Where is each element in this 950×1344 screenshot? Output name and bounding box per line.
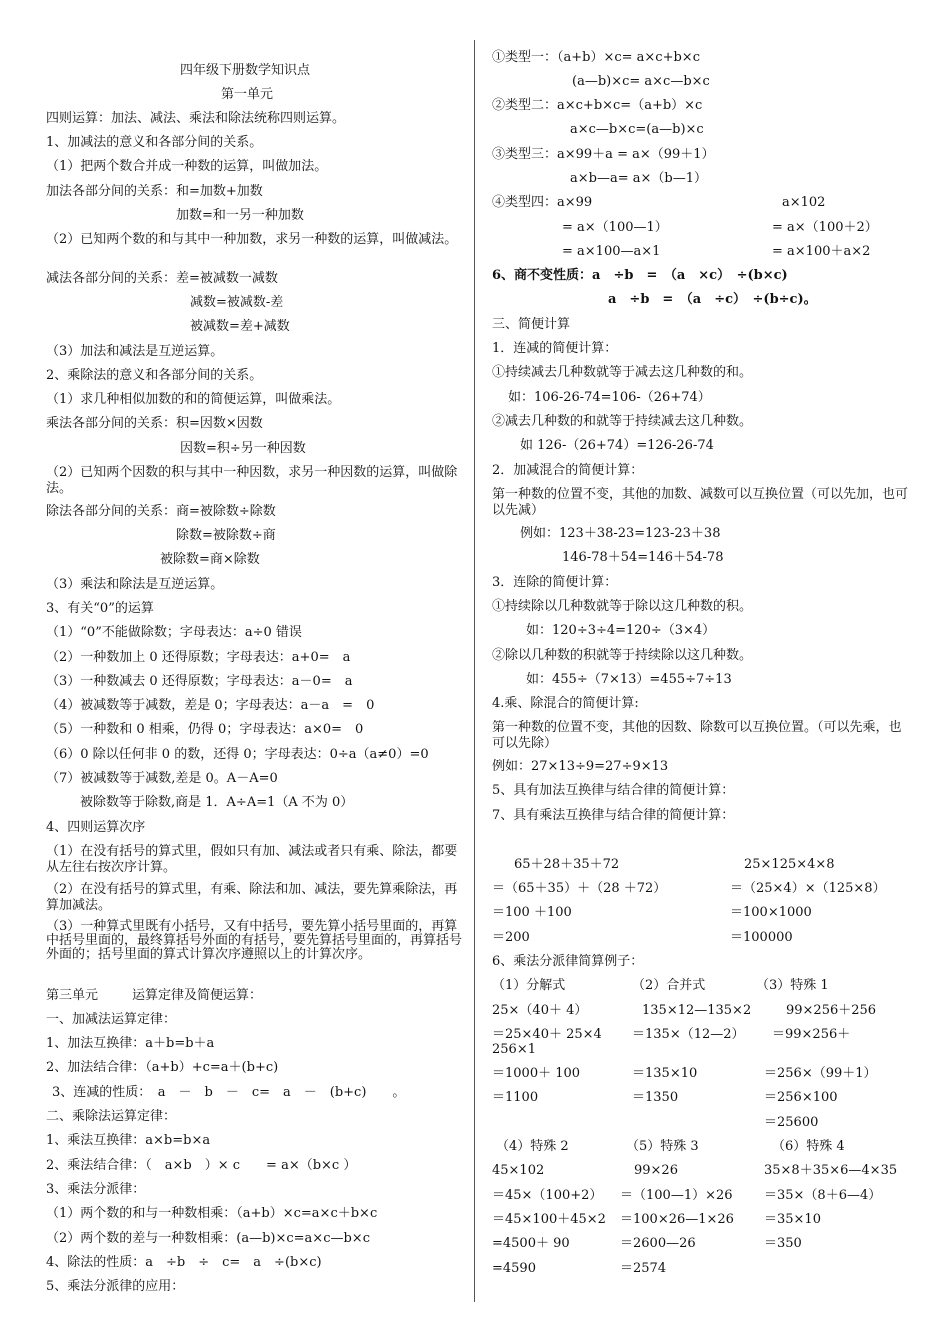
text-line: 4、除法的性质：a ÷b ÷ c= a ÷(b×c): [46, 1255, 322, 1270]
example-line: ＝256×（99＋1）: [764, 1066, 877, 1081]
text-line: （5）一种数和 0 相乘，仍得 0；字母表达：a×0= 0: [46, 722, 364, 737]
text-paragraph: 第一种数的位置不变，其他的加数、减数可以互换位置（可以先加，也可以先减）: [492, 487, 909, 518]
example-line: ＝1000＋ 100: [492, 1066, 581, 1081]
example-line: ＝100×1000: [730, 905, 812, 920]
text-line: ②除以几种数的积就等于持续除以这几种数。: [492, 648, 753, 663]
text-line: （1）两个数的和与一种数相乘：（a+b）×c=a×c＋b×c: [46, 1206, 378, 1221]
formula-line: ④类型四：a×99: [492, 195, 593, 210]
example-line: 25×125×4×8: [744, 857, 835, 872]
section-heading: 1、加减法的意义和各部分间的关系。: [46, 135, 263, 150]
example-heading: （6）特殊 4: [772, 1139, 845, 1154]
text-line: 减法各部分间的关系：差=被减数一减数: [46, 271, 278, 286]
text-line: 被除数等于除数,商是 1．A÷A=1（A 不为 0）: [80, 795, 354, 810]
text-line: ①持续除以几种数就等于除以这几种数的积。: [492, 599, 753, 614]
example-line: ＝256×100: [764, 1090, 838, 1105]
example-line: ＝45×100＋45×2: [492, 1212, 606, 1227]
example-line: ＝45×（100+2）: [492, 1188, 603, 1203]
text-line: 如：455÷（7×13）=455÷7÷13: [526, 672, 732, 687]
example-line: ＝35×（8＋6—4）: [764, 1188, 882, 1203]
text-line: 加法各部分间的关系：和=加数+加数: [46, 184, 263, 199]
example-line: ＝135×10: [632, 1066, 698, 1081]
example-line: 99×26: [634, 1163, 678, 1178]
text-line: 2、乘法结合律：（ a×b ）× c = a×（b×c ）: [46, 1158, 357, 1173]
example-line: 65＋28＋35＋72: [514, 857, 620, 872]
formula-line: 减数=被减数-差: [190, 295, 284, 310]
text-line: （3）乘法和除法是互逆运算。: [46, 577, 224, 592]
document-title: 四年级下册数学知识点: [180, 63, 311, 78]
text-paragraph: 第一种数的位置不变，其他的因数、除数可以互换位置。（可以先乘，也可以先除）: [492, 720, 902, 751]
example-line: 135×12—135×2: [642, 1003, 752, 1018]
text-line: ①持续减去几种数就等于减去这几种数的和。: [492, 365, 753, 380]
example-heading: （1）分解式: [492, 978, 566, 993]
section-heading: 7、具有乘法互换律与结合律的简便计算：: [492, 808, 735, 823]
section-heading: 3．连除的简便计算：: [492, 575, 618, 590]
section-heading: 4、四则运算次序: [46, 820, 146, 835]
example-line: ＝99×256＋: [772, 1027, 851, 1042]
text-line: 146-78＋54=146＋54-78: [562, 550, 724, 565]
text-line: （7）被减数等于减数,差是 0。A－A=0: [46, 771, 278, 786]
example-heading: （3）特殊 1: [756, 978, 829, 993]
unit-heading: 第三单元: [46, 988, 99, 1003]
example-line: ＝1100: [492, 1090, 539, 1105]
formula-line: a×102: [782, 195, 826, 210]
text-line: 如 126-（26+74）=126-26-74: [520, 438, 714, 453]
example-line: ＝2600—26: [620, 1236, 696, 1251]
example-line: ＝35×10: [764, 1212, 821, 1227]
example-heading: （4）特殊 2: [496, 1139, 569, 1154]
example-line: ＝（25×4）×（125×8）: [730, 881, 886, 896]
text-line: 如：106-26-74=106-（26+74）: [508, 390, 711, 405]
section-heading: 2．加减混合的简便计算：: [492, 463, 644, 478]
section-heading: 5、具有加法互换律与结合律的简便计算：: [492, 783, 735, 798]
text-line: （1）“0”不能做除数；字母表达：a÷0 错误: [46, 625, 302, 640]
formula-line: ②类型二：a×c+b×c=（a+b）×c: [492, 98, 703, 113]
example-line: 45×102: [492, 1163, 545, 1178]
example-line: ＝350: [764, 1236, 802, 1251]
column-divider: [474, 40, 475, 1302]
text-line: （4）被减数等于减数，差是 0；字母表达：a－a = 0: [46, 698, 375, 713]
example-line: ＝100000: [730, 930, 793, 945]
formula-line: a ÷b = （a ÷c） ÷(b÷c)。: [608, 292, 817, 307]
example-line: 99×256＋256: [786, 1003, 877, 1018]
example-line: ＝135×（12—2）: [632, 1027, 745, 1042]
text-line: 5、乘法分派律的应用：: [46, 1279, 185, 1294]
section-heading: 4.乘、除混合的简便计算:: [492, 696, 639, 711]
example-line: ＝（100—1）×26: [620, 1188, 733, 1203]
example-line: ＝（65＋35）＋（28 ＋72）: [492, 881, 667, 896]
formula-line: 加数=和一另一种加数: [176, 208, 304, 223]
text-line: （2）一种数加上 0 还得原数；字母表达：a+0= a: [46, 650, 351, 665]
text-paragraph: （1）在没有括号的算式里，假如只有加、减法或者只有乘、除法，都要从左往右按次序计算。: [46, 844, 458, 875]
text-line: 四则运算：加法、减法、乘法和除法统称四则运算。: [46, 111, 346, 126]
text-line: 例如：27×13÷9=27÷9×13: [492, 759, 669, 774]
example-line: ＝1350: [632, 1090, 679, 1105]
section-heading: 一、加减法运算定律：: [46, 1012, 177, 1027]
formula-line: 除数=被除数÷商: [176, 528, 276, 543]
formula-line: a×b—a= a×（b—1）: [570, 171, 707, 186]
text-paragraph: （2）已知两个数的和与其中一种加数，求另一种数的运算，叫做减法。: [46, 232, 458, 247]
text-line: （3）一种数减去 0 还得原数；字母表达：a－0= a: [46, 674, 353, 689]
example-line: ＝25×40＋ 25×4: [492, 1027, 602, 1042]
formula-line: = a×（100＋2）: [772, 220, 878, 235]
example-heading: （5）特殊 3: [626, 1139, 699, 1154]
text-line: （1）求几种相似加数的和的简便运算，叫做乘法。: [46, 392, 341, 407]
section-heading: 二、乘除法运算定律：: [46, 1109, 177, 1124]
formula-line: = a×100＋a×2: [772, 244, 871, 259]
section-heading: 6、乘法分派律简算例子：: [492, 954, 644, 969]
example-line: ＝2574: [620, 1261, 667, 1276]
example-line: ＝200: [492, 930, 530, 945]
text-line: （1）把两个数合并成一种数的运算，叫做加法。: [46, 159, 328, 174]
formula-line: 因数=积÷另一种因数: [180, 441, 306, 456]
formula-line: ③类型三：a×99＋a = a×（99＋1）: [492, 147, 715, 162]
formula-line: = a×100—a×1: [562, 244, 661, 259]
text-line: 1、加法互换律：a＋b=b＋a: [46, 1036, 215, 1051]
section-heading: 6、商不变性质：a ÷b = （a ×c） ÷(b×c): [492, 268, 788, 283]
text-line: 3、连减的性质： a － b － c= a － (b+c) 。: [52, 1085, 406, 1100]
formula-line: 被减数=差+减数: [190, 319, 290, 334]
formula-line: ①类型一：（a+b）×c= a×c+b×c: [492, 50, 700, 65]
text-line: 2、加法结合律：（a+b）+c=a＋(b+c): [46, 1060, 279, 1075]
text-line: 例如：123＋38-23=123-23＋38: [520, 526, 721, 541]
section-heading: 2、乘除法的意义和各部分间的关系。: [46, 368, 263, 383]
example-line: 25×（40＋ 4）: [492, 1003, 588, 1018]
example-line: =4500＋ 90: [492, 1236, 570, 1251]
formula-line: a×c—b×c=(a—b)×c: [570, 122, 704, 137]
text-line: 除法各部分间的关系：商=被除数÷除数: [46, 504, 276, 519]
example-line: 256×1: [492, 1042, 536, 1057]
section-heading: 三、简便计算: [492, 317, 571, 332]
text-line: 3、乘法分派律：: [46, 1182, 146, 1197]
text-line: （6）0 除以任何非 0 的数，还得 0；字母表达：0÷a（a≠0）=0: [46, 747, 429, 762]
example-heading: （2）合并式: [632, 978, 706, 993]
text-line: （2）两个数的差与一种数相乘：(a—b)×c=a×c—b×c: [46, 1231, 370, 1246]
formula-line: = a×（100—1）: [562, 220, 668, 235]
text-line: （3）加法和减法是互逆运算。: [46, 344, 224, 359]
text-paragraph: （2）已知两个因数的积与其中一种因数，求另一种因数的运算，叫做除法。: [46, 465, 458, 496]
formula-line: 被除数=商×除数: [160, 552, 260, 567]
example-line: ＝25600: [764, 1115, 819, 1130]
text-line: 如：120÷3÷4=120÷（3×4）: [526, 623, 716, 638]
section-heading: 1．连减的简便计算：: [492, 341, 618, 356]
text-line: 乘法各部分间的关系：积=因数×因数: [46, 416, 263, 431]
section-heading: 3、有关“0”的运算: [46, 601, 154, 616]
example-line: =4590: [492, 1261, 536, 1276]
text-paragraph: （2）在没有括号的算式里，有乘、除法和加、减法，要先算乘除法，再算加减法。: [46, 882, 458, 913]
example-line: ＝100 ＋100: [492, 905, 572, 920]
text-paragraph: （3）一种算式里既有小括号，又有中括号，要先算小括号里面的，再算中括号里面的，最终算括号外面的有括号，要先算括号里面的，再算括号外面的；括号里面的算式计算次序遵照以上的计算次序。: [46, 919, 463, 962]
text-line: ②减去几种数的和就等于持续减去这几种数。: [492, 414, 753, 429]
unit-heading: 第一单元: [221, 87, 274, 102]
example-line: 35×8＋35×6—4×35: [764, 1163, 898, 1178]
example-line: ＝100×26—1×26: [620, 1212, 734, 1227]
unit-subheading: 运算定律及简便运算：: [132, 988, 263, 1003]
text-line: 1、乘法互换律：a×b=b×a: [46, 1133, 211, 1148]
formula-line: (a—b)×c= a×c—b×c: [572, 74, 710, 89]
